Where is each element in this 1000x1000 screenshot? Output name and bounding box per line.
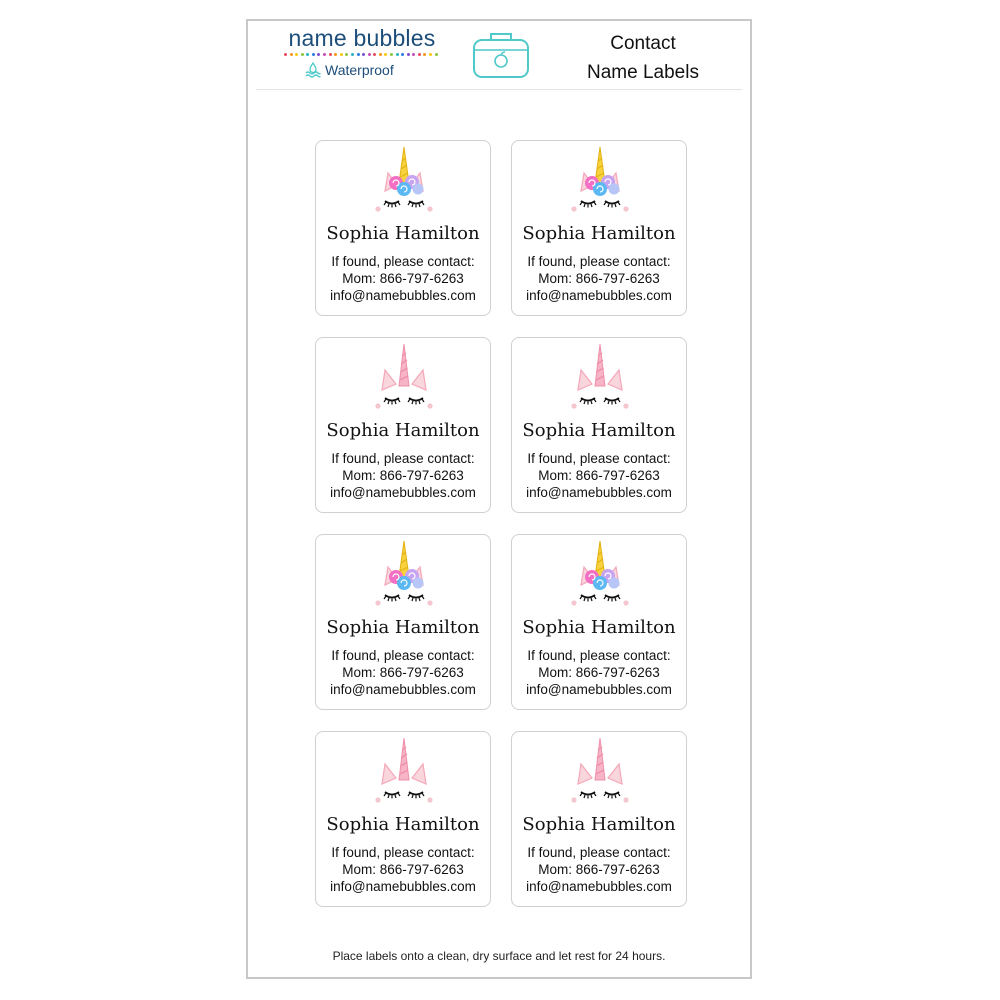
brand-dot xyxy=(301,53,304,56)
brand-logo: name bubbles xyxy=(288,25,436,51)
label-phone: Mom: 866-797-6263 xyxy=(342,862,464,877)
label-name: Sophia Hamilton xyxy=(326,617,480,638)
water-drop-icon xyxy=(304,61,322,79)
name-label xyxy=(511,140,687,316)
label-phone: Mom: 866-797-6263 xyxy=(342,468,464,483)
brand-dot xyxy=(290,53,293,56)
brand-dot xyxy=(390,53,393,56)
label-email: info@namebubbles.com xyxy=(526,485,672,500)
label-contact-prompt: If found, please contact: xyxy=(527,845,671,860)
label-contact-prompt: If found, please contact: xyxy=(527,451,671,466)
brand-dot xyxy=(435,53,438,56)
name-label xyxy=(511,534,687,710)
name-label xyxy=(315,337,491,513)
brand-dot xyxy=(357,53,360,56)
label-name: Sophia Hamilton xyxy=(522,617,676,638)
brand-dot xyxy=(379,53,382,56)
sheet-title xyxy=(568,29,718,87)
label-phone: Mom: 866-797-6263 xyxy=(538,468,660,483)
label-phone: Mom: 866-797-6263 xyxy=(342,271,464,286)
brand-dot xyxy=(401,53,404,56)
brand-dot xyxy=(418,53,421,56)
label-email: info@namebubbles.com xyxy=(526,879,672,894)
brand-dot xyxy=(429,53,432,56)
brand-dot xyxy=(423,53,426,56)
brand-dot xyxy=(340,53,343,56)
label-phone: Mom: 866-797-6263 xyxy=(538,665,660,680)
unicorn-pink-icon xyxy=(550,734,650,810)
label-sheet xyxy=(246,19,752,979)
name-label xyxy=(315,731,491,907)
sheet-title-line1: Contact xyxy=(610,33,676,54)
name-label xyxy=(315,534,491,710)
brand-dot xyxy=(317,53,320,56)
label-email: info@namebubbles.com xyxy=(330,879,476,894)
unicorn-pink-icon xyxy=(550,340,650,416)
footer-instructions: Place labels onto a clean, dry surface and let rest for 24 hours. xyxy=(332,949,666,963)
waterproof-text: Waterproof xyxy=(325,62,394,78)
unicorn-rainbow-icon xyxy=(550,537,650,613)
brand-dot xyxy=(295,53,298,56)
label-contact-prompt: If found, please contact: xyxy=(331,845,475,860)
brand-dot xyxy=(362,53,365,56)
label-name: Sophia Hamilton xyxy=(522,223,676,244)
unicorn-rainbow-icon xyxy=(354,537,454,613)
brand-dot xyxy=(351,53,354,56)
brand-dots xyxy=(284,53,438,57)
label-contact-prompt: If found, please contact: xyxy=(331,451,475,466)
label-name: Sophia Hamilton xyxy=(522,420,676,441)
sheet-title-line2: Name Labels xyxy=(587,62,699,83)
brand-dot xyxy=(373,53,376,56)
label-contact-prompt: If found, please contact: xyxy=(527,254,671,269)
unicorn-rainbow-icon xyxy=(550,143,650,219)
label-contact-prompt: If found, please contact: xyxy=(331,648,475,663)
brand-dot xyxy=(407,53,410,56)
unicorn-pink-icon xyxy=(354,734,454,810)
brand-dot xyxy=(368,53,371,56)
label-phone: Mom: 866-797-6263 xyxy=(538,271,660,286)
brand-dot xyxy=(396,53,399,56)
label-email: info@namebubbles.com xyxy=(526,682,672,697)
label-email: info@namebubbles.com xyxy=(330,682,476,697)
brand-dot xyxy=(345,53,348,56)
label-name: Sophia Hamilton xyxy=(326,420,480,441)
header-divider xyxy=(256,89,742,90)
brand-dot xyxy=(384,53,387,56)
brand-dot xyxy=(323,53,326,56)
label-name: Sophia Hamilton xyxy=(522,814,676,835)
brand-dot xyxy=(329,53,332,56)
lunchbox-icon xyxy=(472,30,530,80)
name-label xyxy=(315,140,491,316)
label-email: info@namebubbles.com xyxy=(330,288,476,303)
brand-dot xyxy=(334,53,337,56)
label-phone: Mom: 866-797-6263 xyxy=(342,665,464,680)
brand-dot xyxy=(312,53,315,56)
name-label xyxy=(511,337,687,513)
brand-dot xyxy=(306,53,309,56)
label-name: Sophia Hamilton xyxy=(326,814,480,835)
brand-dot xyxy=(412,53,415,56)
brand-dot xyxy=(284,53,287,56)
label-contact-prompt: If found, please contact: xyxy=(527,648,671,663)
label-name: Sophia Hamilton xyxy=(326,223,480,244)
name-label xyxy=(511,731,687,907)
label-contact-prompt: If found, please contact: xyxy=(331,254,475,269)
unicorn-rainbow-icon xyxy=(354,143,454,219)
unicorn-pink-icon xyxy=(354,340,454,416)
label-email: info@namebubbles.com xyxy=(526,288,672,303)
label-email: info@namebubbles.com xyxy=(330,485,476,500)
label-phone: Mom: 866-797-6263 xyxy=(538,862,660,877)
waterproof-badge xyxy=(304,61,394,79)
